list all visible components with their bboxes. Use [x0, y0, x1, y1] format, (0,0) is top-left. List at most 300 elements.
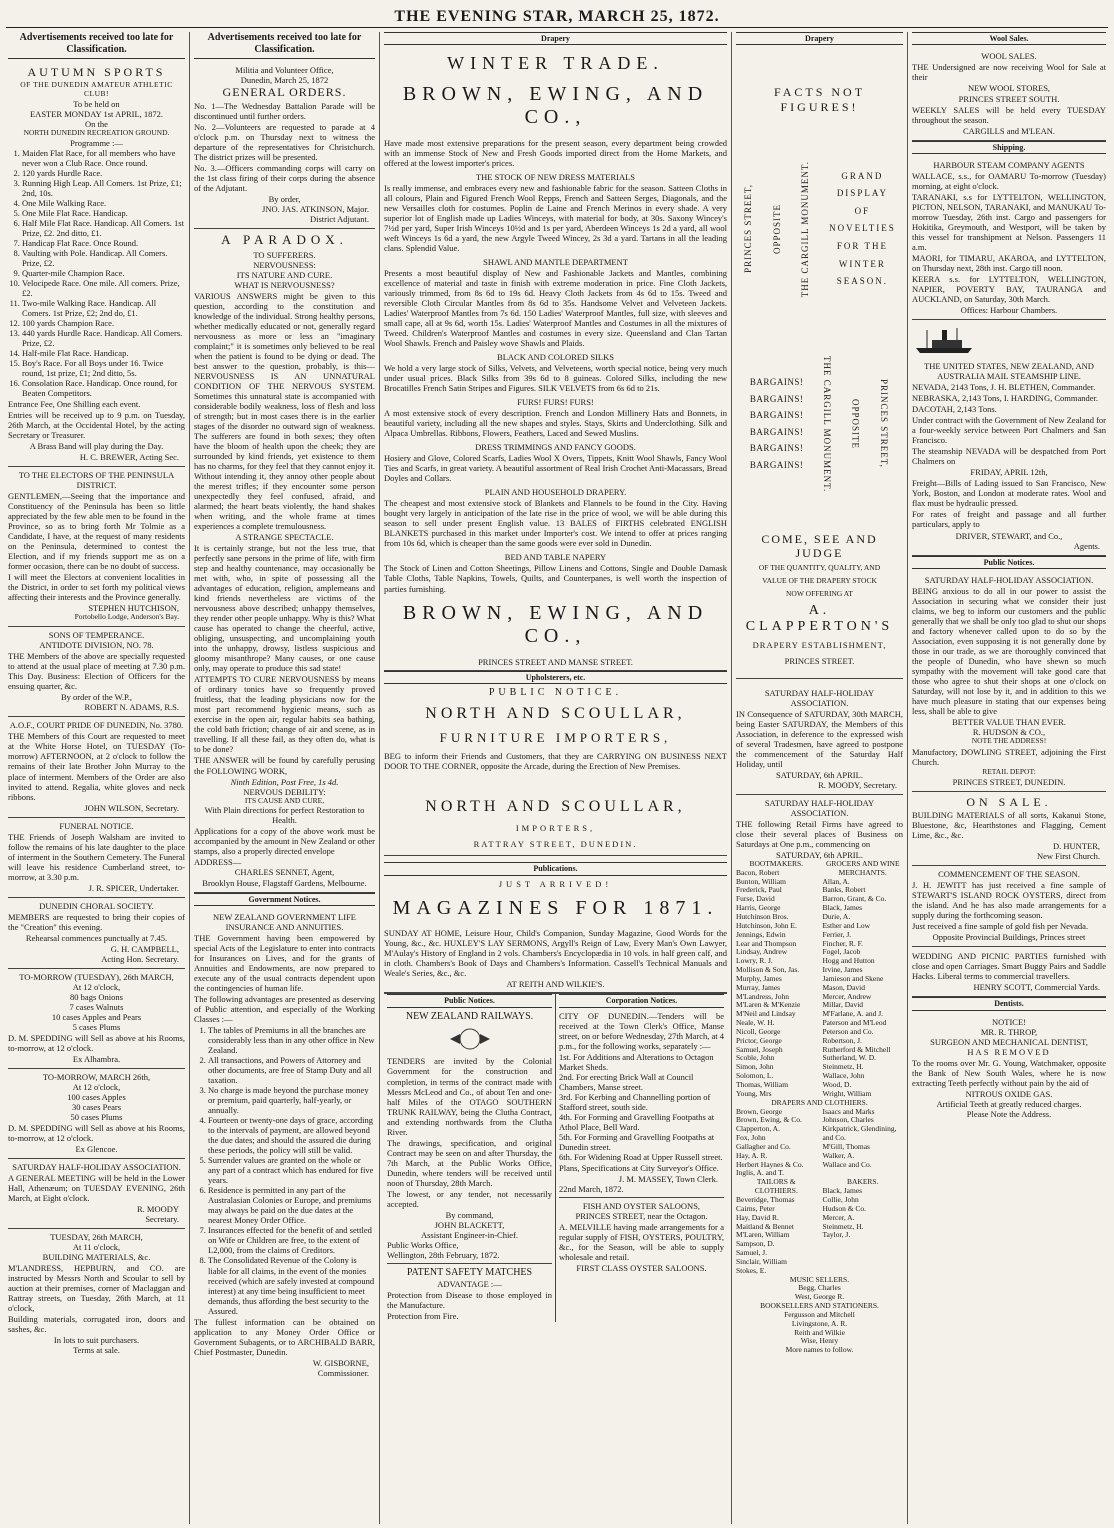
programme-item: 2. 120 yards Hurdle Race. — [22, 168, 185, 178]
ad-address: PRINCES STREET AND MANSE STREET. — [384, 657, 727, 671]
ad-text: At 11 o'clock, — [72, 1242, 121, 1253]
ad-text: Under contract with the Government of New Zealand for a four-weekly service between Port Chalmers and San Francisco. — [912, 415, 1107, 446]
programme-item: 3. Running High Leap. All Comers. 1st Prize, £1; 2nd, 10s. — [22, 178, 185, 198]
bargain-line: BARGAINS! — [749, 376, 804, 387]
ad-text: Freight—Bills of Lading issued to San Francisco, New York, Boston, and London at moderate rates. Wool and flax must be hydraulic pressed. — [912, 478, 1106, 509]
ad-title: SONS OF TEMPERANCE. — [48, 630, 145, 641]
ad-signature: Agents. — [1073, 540, 1100, 551]
firm-name: Solomon, L. — [736, 1071, 774, 1081]
ad-subtitle: SURGEON AND MECHANICAL DENTIST, — [930, 1036, 1088, 1047]
brown-ewing-heading: BROWN, EWING, AND CO., — [402, 601, 709, 648]
tailors-list — [736, 1196, 817, 1276]
ad-signature: Public Works Office, — [387, 1239, 459, 1250]
firm-name: Hutchinson Bros. — [736, 911, 789, 921]
ad-text: No. 3.—Officers commanding corps will carry on the 1st class firing of their corps during the absence of the Adjutant. — [194, 163, 375, 194]
ad-signature: H. C. BREWER, Acting Sec. — [79, 452, 179, 463]
programme-list — [8, 148, 185, 398]
ad-date: EASTER MONDAY 1st APRIL, 1872. — [29, 108, 164, 119]
ad-title: PATENT SAFETY MATCHES — [406, 1266, 533, 1278]
firm-name: Hay, David R. — [736, 1212, 779, 1222]
ad-title: FISH AND OYSTER SALOONS, — [582, 1200, 701, 1211]
programme-item: 15. Boy's Race. For all Boys under 16. Twice round, 1st prize, £1; 2nd ditto, 5s. — [22, 358, 185, 378]
ad-subtitle: NERVOUSNESS: — [253, 259, 316, 270]
firm-name: Brown, Ewing, & Co. — [736, 1115, 802, 1125]
department-text: The Stock of Linen and Cotton Sheetings, Pillow Linens and Cottons, Single and Double Damask Table Cloths, Table Napkins, Towels, Quilts, and Counterpanes, is well worth the inspection of parties furnishing. — [384, 563, 727, 594]
programme-item: 7. Handicap Flat Race. Once Round. — [22, 238, 185, 248]
display-list — [829, 164, 896, 294]
grocers-list — [823, 878, 904, 1099]
north-scoullar-heading: NORTH AND SCOULLAR, — [425, 704, 686, 722]
bakers-list — [823, 1187, 904, 1240]
ad-signature: CARGILLS and M'LEAN. — [963, 125, 1055, 136]
tender-item: 4th. For Forming and Gravelling Footpaths at Athol Place, Bell Ward. — [559, 1111, 715, 1132]
ad-title: SATURDAY HALF-HOLIDAY ASSOCIATION. — [12, 1162, 181, 1173]
firm-name: Brown, George — [736, 1106, 783, 1116]
ad-signature: Assistant Engineer-in-Chief. — [420, 1229, 519, 1240]
vertical-text: THE CARGILL MONUMENT. — [800, 160, 811, 297]
firm-name: Clapperton, A. — [736, 1124, 780, 1134]
firm-name: Barron, Grant, & Co. — [822, 894, 887, 904]
ad-text: Building materials, corrugated iron, doors and sashes, &c. — [8, 1314, 185, 1335]
ad-text: To be held on — [73, 98, 120, 109]
ad-text: Plans, Specifications at City Surveyor's Office. — [559, 1162, 719, 1173]
firm-name: Black, James — [822, 1186, 863, 1196]
ad-text: The fullest information can be obtained on application to any Money Order Office or Government Subagents, or to ARCHIBALD BARR, Chief Postmaster, Dunedin. — [194, 1316, 375, 1357]
wedding-ad — [912, 947, 1106, 997]
firm-name: Rutherford & Mitchell — [822, 1044, 891, 1054]
ad-subtitle: OF THE DUNEDIN AMATEUR ATHLETIC CLUB! — [20, 80, 173, 98]
ad-text: A. MELVILLE having made arrangements for a regular supply of FISH, OYSTERS, POULTRY, &c., for the Season, will be able to supply wholesale and retail. — [559, 1221, 724, 1263]
drapery-blocks — [384, 172, 727, 594]
advantage-item: 4. Fourteen or twenty-one days of grace, according to the intervals of payment, are allowed beyond the due dates; and should the assured die during these periods, the policy will still be valid. — [208, 1115, 375, 1155]
bargain-line: BARGAINS! — [749, 459, 804, 470]
bootmakers-list — [736, 869, 817, 1099]
ad-signature: FIRST CLASS OYSTER SALOONS. — [576, 1263, 707, 1274]
ad-title: DUNEDIN CHORAL SOCIETY. — [39, 900, 154, 911]
spedding-ad-1 — [8, 969, 185, 1069]
bargain-line: BARGAINS! — [749, 443, 804, 454]
firm-name: Ferrier, J. — [822, 929, 852, 939]
advantage-item: 5. Surrender values are granted on the whole or any part of a contract which has endured for five years. — [208, 1155, 375, 1185]
department-heading: PLAIN AND HOUSEHOLD DRAPERY. — [484, 487, 627, 498]
firm-name: West, George R. — [794, 1292, 845, 1302]
corporation-half — [556, 994, 727, 1321]
department-heading: BED AND TABLE NAPERY — [504, 552, 607, 563]
ad-signature: JOHN BLACKETT, — [434, 1219, 505, 1230]
programme-item: 4. One Mile Walking Race. — [22, 198, 185, 208]
columns — [4, 32, 1110, 1524]
bargain-line: BARGAINS! — [749, 393, 804, 404]
ad-text: At 12 o'clock, — [72, 981, 121, 992]
column-5 — [908, 32, 1110, 1524]
firm-name: Jamieson and Skene — [822, 973, 884, 983]
advantage-item: 8. The Consolidated Revenue of the Colony is liable for all claims, in the event of the monies received (which are safely invested at compound interest) at any time being insufficient to meet demands, thus affording the best security to the Assured. — [208, 1255, 375, 1315]
vertical-text: PRINCES STREET, — [743, 184, 754, 274]
display-line: NOVELTIES — [829, 223, 896, 234]
tender-item: 6th. For Widening Road at Upper Russell street. — [559, 1151, 723, 1162]
firm-lists — [736, 860, 903, 1099]
display-line: DISPLAY — [836, 188, 888, 199]
ad-address: Opposite Provincial Buildings, Princes street — [932, 932, 1086, 943]
ad-subtitle: VALUE OF THE DRAPERY STOCK — [762, 575, 877, 585]
department-heading: SHAWL AND MANTLE DEPARTMENT — [483, 257, 628, 268]
ad-signature: District Adjutant. — [309, 214, 369, 225]
ad-text: NORTH DUNEDIN RECREATION GROUND. — [23, 127, 170, 137]
department-text: We hold a very large stock of Silks, Velvets, and Velveteens, worth special notice, being very much under usual prices. Black Silks from 39s 6d to 8 guineas. Colored Silks, including the new Brocatilles French Satin Stripes and Figures. SILK VELVETS from 6s 6d to 21s. — [384, 363, 727, 394]
building-ad — [8, 1229, 185, 1359]
firm-name: Paterson and M'Leod — [822, 1018, 887, 1028]
firm-name: Reith and Wilkie — [794, 1327, 845, 1337]
bargains-block — [736, 324, 903, 524]
ad-text: TENDERS are invited by the Colonial Government for the construction and completion, in terms of the contract made with Messrs McLeod and Co., of about Ten and one-half Miles of the OTAGO SOUTHERN TRUNK RAILWAY, being the Clutha Contract, and extending northwards from the Clutha River. — [387, 1056, 552, 1137]
display-line: OF — [854, 205, 871, 216]
vertical-text: THE CARGILL MONUMENT. — [821, 355, 832, 492]
ad-text: RETAIL DEPOT: — [982, 767, 1036, 777]
advantage-item: 2. All transactions, and Powers of Attorney and other documents, are free of Stamp Duty and all taxation. — [208, 1055, 375, 1085]
ad-text: M'LANDRESS, HEPBURN, and CO. are instructed by Messrs North and Scoular to sell by auction at their premises, corner of Maclaggan and Rattray streets, on Tuesday, 26th March, at 11 o'clock, — [8, 1263, 185, 1314]
firm-name: Jennings, Edwin — [736, 929, 786, 939]
ad-text: MAORI, for TIMARU, AKAROA, and LYTTELTON, on Thursday next, 28th inst. Cargo till noon. — [912, 253, 1106, 274]
section-header: Government Notices. — [194, 893, 375, 906]
ad-text: D. M. SPEDDING will Sell as above at his Rooms, to-morrow, at 12 o'clock. — [8, 1122, 185, 1143]
lot-item: 100 cases Apples — [67, 1091, 126, 1102]
firm-name: Millar, David — [822, 1000, 864, 1010]
item-list — [8, 1092, 185, 1122]
ad-subtitle: DRAPERY ESTABLISHMENT, — [752, 639, 887, 650]
ad-signature: R. MOODY, Secretary. — [818, 779, 897, 790]
ad-text: It is certainly strange, but not the less true, that perfectly sane persons in the prime of life, with firm step and healthy countenance, may occasionally be met with, who, in spite of possessing all the advantages of education, religion, amplemeans and kind friends nevertheless are victims of the nervousness above described; unhappy themselves, they render other people unhappy. Why is this? What cause has operated to change the cheerful, active, obliging, unsuspecting, and uncomplaining youth into the unhappy, drowsy, listless suspicious and gloomy misanthrope? Many causes, or one cause only, may operate to produce this sad state! — [194, 543, 375, 674]
ad-title: WOOL SALES. — [981, 51, 1037, 62]
ad-subtitle: HAS REMOVED — [967, 1046, 1051, 1057]
tender-item: 2nd. For erecting Brick Wall at Council Chambers, Manse street. — [559, 1071, 694, 1092]
ad-title: A PARADOX. — [221, 232, 348, 248]
ad-text: NEBRASKA, 2,143 Tons, I. HARDING, Commander. — [912, 393, 1099, 404]
ad-signature: Portobello Lodge, Anderson's Bay. — [74, 612, 179, 622]
ad-signature: W. GISBORNE, — [312, 1357, 369, 1368]
ad-text: THE Members of the above are specially requested to attend at the usual place of meeting at 7.30 p.m. This Day. Business: Election of Officers for the ensuing quarter, &c. — [8, 651, 185, 692]
firm-name: Walker, A. — [822, 1150, 855, 1160]
ad-subtitle: TO SUFFERERS. — [253, 249, 316, 260]
drapers-list — [736, 1108, 817, 1179]
firm-name: Wallace, John — [822, 1071, 865, 1081]
firm-name: Stokes, E. — [736, 1265, 767, 1275]
advantage-item: 1. The tables of Premiums in all the branches are considerably less than in any other office in New Zealand. — [208, 1025, 375, 1055]
ad-text: No. 2—Volunteers are requested to parade at 4 o'clock p.m. on Thursday next to witness the departure of the representatives for Christchurch. The district prizes will be presented. — [194, 122, 375, 163]
section-header: Upholsterers, etc. — [384, 671, 727, 684]
firm-name: Sutherland, W. D. — [822, 1053, 877, 1063]
ad-title: HARBOUR STEAM COMPANY AGENTS — [933, 160, 1085, 170]
section-header: Drapery — [384, 32, 727, 45]
section-header: Dentists. — [912, 997, 1106, 1010]
ad-subtitle: FURNITURE IMPORTERS, — [439, 729, 672, 745]
ad-text: The following advantages are presented as deserving of Public attention, and especially of the Working Classes :— — [194, 994, 375, 1025]
column-1 — [4, 32, 190, 1524]
ad-title: ON SALE. — [966, 794, 1052, 809]
ad-text: By command, — [445, 1209, 494, 1220]
ad-title: GENERAL ORDERS. — [222, 85, 347, 100]
half-holiday-notice — [736, 685, 903, 795]
department-heading: FURS! FURS! FURS! — [517, 397, 594, 408]
spedding-ad-2 — [8, 1069, 185, 1159]
firm-name: Samuel, J. — [736, 1248, 768, 1258]
magazines-heading: MAGAZINES FOR 1871. — [392, 896, 719, 919]
ad-title: NEW ZEALAND GOVERNMENT LIFE INSURANCE AND ANNUITIES. — [213, 911, 356, 932]
ad-title: TUESDAY, 26th MARCH, — [50, 1232, 143, 1243]
firm-name: Harris, George — [736, 903, 781, 913]
firm-name: Prictor, George — [736, 1035, 782, 1045]
firm-name: Collie, John — [822, 1194, 859, 1204]
ad-text: Protection from Fire. — [387, 1310, 459, 1321]
firm-lists — [736, 1178, 903, 1275]
firm-name: Gallagher and Co. — [736, 1141, 791, 1151]
firm-name: Sampson, D. — [736, 1239, 775, 1249]
ad-title: NOTICE! — [992, 1016, 1026, 1027]
ad-text: J. H. JEWITT has just received a fine sample of STEWART'S ISLAND ROCK OYSTERS, direct from the island. And he has also made arrangements for a supply during the forthcoming season. — [912, 880, 1106, 921]
ad-text: ATTEMPTS TO CURE NERVOUSNESS by means of ordinary tonics have so frequently proved fruitless, that the leading physicians now for the most part recommend hygienic means, such as exercise in the open air, regular habits sea bathing, the cold bath friction; change of air and scene, as in travelling. If all these fail, as they often do, what is to be done? — [194, 674, 375, 755]
advantage-item: 3. No charge is made beyond the purchase money or premium, paid quarterly, half-yearly, or annually. — [208, 1085, 375, 1115]
ad-text: Protection from Disease to those employed in the Manufacture. — [387, 1289, 552, 1310]
firm-name: Wallace and Co. — [822, 1159, 872, 1169]
ad-subtitle: NERVOUS DEBILITY: — [243, 786, 326, 797]
section-header: Public Notices. — [387, 994, 552, 1007]
ad-address: PRINCES STREET SOUTH. — [958, 93, 1060, 104]
ad-text: To the rooms over Mr. G. Young, Watchmaker, opposite the Bank of New South Wales, where he is now extracting Teeth perfectly without pain by the aid of — [912, 1057, 1106, 1088]
list-right — [823, 1178, 904, 1275]
firm-name: M'Gill, Thomas — [822, 1141, 870, 1151]
ad-text: D. M. SPEDDING will Sell as above at his Rooms, to-morrow, at 12 o'clock. — [8, 1032, 185, 1053]
ad-text: KEERA s.s. for LYTTELTON, WELLINGTON, NAPIER, POVERTY BAY, TAURANGA and AUCKLAND, on Saturday, 30th March. — [912, 274, 1106, 305]
ad-text: Just received a fine sample of gold fish per Nevada. — [912, 921, 1089, 932]
firm-name: Simon, John — [736, 1062, 774, 1072]
vertical-text: OPPOSITE — [771, 203, 782, 254]
oyster-ad — [912, 866, 1106, 947]
department-text: A most extensive stock of every description. French and London Millinery Hats and Bonnets, in beautiful variety, including all the new shapes and styles. Stays, Skirts and Underclothing. Silk and Alpaca Umbrellas. Ribbons, Flowers, Feathers, Laced and Sewed Muslins. — [384, 408, 727, 439]
firm-name: Durie, A. — [822, 911, 851, 921]
programme-item: 12. 100 yards Champion Race. — [22, 318, 185, 328]
list-heading: BAKERS. — [847, 1177, 879, 1187]
ad-date: FRIDAY, APRIL 12th, — [970, 467, 1048, 478]
ad-title: PUBLIC NOTICE. — [488, 687, 623, 699]
department-heading: DRESS TRIMMINGS AND FANCY GOODS. — [475, 442, 636, 453]
ad-text: The steamship NEVADA will be despatched from Port Chalmers on — [912, 446, 1106, 467]
halfholiday-ad — [8, 1159, 185, 1229]
ad-subtitle: ADVANTAGE :— — [437, 1278, 502, 1289]
column-header: Advertisements received too late for Classification. — [194, 32, 375, 59]
tender-list — [559, 1052, 724, 1162]
firm-name: Bacon, Robert — [736, 867, 780, 877]
firm-name: M'Landress, John — [736, 991, 790, 1001]
column-header: Advertisements received too late for Classification. — [8, 32, 185, 59]
firm-name: Steinmetz, H. — [822, 1221, 864, 1231]
display-line: SEASON. — [836, 276, 889, 287]
column-4 — [732, 32, 908, 1524]
programme-item: 6. Half Mile Flat Race. Handicap. All Comers. 1st Prize, £2. 2nd ditto, £1. — [22, 218, 185, 238]
display-line: GRAND — [841, 170, 884, 181]
ad-date: 22nd March, 1872. — [559, 1183, 624, 1194]
hudson-ad — [912, 572, 1106, 792]
drapers-list — [823, 1108, 904, 1179]
firm-name: Banks, Robert — [822, 885, 866, 895]
firm-name: Peterson and Co. — [822, 1026, 874, 1036]
ad-text: TARANAKI, s.s for LYTTELTON, WELLINGTON, PICTON, NELSON, TARANAKI, and MANUKAU To-morrow Tuesday, 26th inst. Cargo and passengers for Hokitika, Greymouth, and Westport, will be taken by this vessel for transhipment at Nelson. Passengers 11 a.m. — [912, 192, 1106, 253]
ad-text: By order, — [268, 194, 301, 205]
ad-subtitle: ITS NATURE AND CURE. — [236, 269, 333, 280]
fish-ad — [559, 1197, 724, 1273]
ad-text: MEMBERS are requested to bring their copies of the "Creation" this evening. — [8, 911, 185, 932]
firm-name: Johnson, Charles — [822, 1115, 874, 1125]
ad-text: A GENERAL MEETING will be held in the Lower Hall, Athenæum; on TUESDAY EVENING, 26th March, at Eight o'clock. — [8, 1173, 185, 1204]
firm-name: Nicoll, George — [736, 1026, 781, 1036]
ad-text: VARIOUS ANSWERS might be given to this question, according to the constitution and knowledge of the individual. Strong healthy persons, whether medically educated or not, generally regard nervousness as more or less an "imaginary complaint;" it is sometimes only believed to be real when the patient is found to be dying or dead. The best answer to the question, probably, is this—NERVOUSNESS IS AN UNNATURAL CONDITION OF THE NERVOUS SYSTEM. Sometimes this unnatural state is accompanied with considerable bodily weakness, loss of flesh and loss of strength; but in most cases there is in the earlier stages of the disorder no outward sign of weakness. The sufferers are found in both sexes; they often have the bloom of health upon the cheek; they are surrounded by kind friends, yet existence to them has no charms, for they feel that they cannot enjoy it. Without intending it, they annoy other people about the merest trifles; if they encounter some person unexpectedly they feel confused, afraid, and alarmed; the heart beats violently, the hand shakes when writing, and the whole frame at times experiences a complete tremulousness. — [194, 290, 375, 532]
firm-name: Wise, Henry — [800, 1336, 839, 1346]
firm-name: Hay, A. R. — [736, 1150, 768, 1160]
ad-signature: Brooklyn House, Flagstaff Gardens, Melbourne. — [202, 877, 367, 888]
steamship-icon — [912, 326, 1102, 356]
ad-text: More names to follow. — [785, 1345, 854, 1355]
programme-item: 16. Consolation Race. Handicap. Once round, for Beaten Competitors. — [22, 378, 185, 398]
ad-subtitle: ANTIDOTE DIVISION, NO. 78. — [39, 640, 154, 651]
ad-title: FUNERAL NOTICE. — [59, 820, 134, 831]
paradox-ad — [194, 229, 375, 892]
mail-line-ad — [912, 320, 1106, 555]
firm-name: Lowry, R. J. — [736, 956, 773, 966]
programme-item: 1. Maiden Flat Race, for all members who have never won a Club Race. Once round. — [22, 148, 185, 168]
firm-name: Steinmetz, H. — [822, 1062, 864, 1072]
list-heading: BOOTMAKERS. — [749, 858, 804, 868]
list-heading: MUSIC SELLERS. — [789, 1274, 850, 1284]
patent-ad — [387, 1263, 552, 1321]
firm-name: Scoble, John — [736, 1053, 775, 1063]
list-heading: BOOKSELLERS AND STATIONERS. — [760, 1301, 879, 1311]
lot-item: 80 bags Onions — [70, 991, 123, 1002]
firm-name: M'Neil and Lindsay — [736, 1009, 796, 1019]
ad-text: THE Undersigned are now receiving Wool for Sale at their — [912, 62, 1106, 83]
ad-title: TO THE ELECTORS OF THE PENINSULA DISTRICT. — [18, 470, 175, 491]
programme-item: 8. Vaulting with Pole. Handicap. All Comers. Prize, £2. — [22, 248, 185, 268]
ad-signature: Wellington, 28th February, 1872. — [387, 1249, 500, 1260]
ad-text: THE Government having been empowered by special Acts of the Legislature to enter into contracts for Insurances on Lives, and for the grants of Annuities and Endowments, are now prepared to execute any of the usual contracts dependent upon the contingencies of human life. — [194, 932, 375, 994]
section-header: Publications. — [384, 862, 727, 875]
ad-text: A Brass Band will play during the Day. — [29, 441, 164, 452]
list-left — [736, 1178, 817, 1275]
ad-text: Manufactory, DOWLING STREET, adjoining the First Church. — [912, 747, 1106, 768]
firm-name: Lindsay, Andrew — [736, 947, 788, 957]
ad-signature: STEPHEN HUTCHISON, — [88, 603, 179, 614]
firm-name: Fogel, Jacob — [822, 947, 861, 957]
ad-text: Artificial Teeth at greatly reduced charges. — [936, 1098, 1082, 1109]
winter-trade-heading: WINTER TRADE. — [447, 53, 664, 74]
programme-item: 10. Velocipede Race. One mile. All comers. Prize, £2. — [22, 278, 185, 298]
section-header: Public Notices. — [912, 556, 1106, 569]
ad-address: PRINCES STREET, near the Octagon. — [575, 1210, 708, 1221]
firm-name: Herbert Haynes & Co. — [736, 1159, 804, 1169]
aof-ad — [8, 717, 185, 817]
ad-subtitle: NOW OFFERING AT — [786, 588, 853, 598]
display-line: FOR THE — [836, 241, 888, 252]
dentist-ad — [912, 1014, 1106, 1123]
firm-name: Hudson & Co. — [822, 1203, 867, 1213]
ad-text: The drawings, specification, and original Contract may be seen on and after Thursday, the 7th March, at the Public Works Office, Dunedin, where tenders will be received until noon of Thursday, 28th March. — [387, 1137, 552, 1188]
ad-text: I will meet the Electors at convenient localities in the District, in order to set forth my political views affecting their interests and the Province generally. — [8, 572, 185, 603]
firm-name: Neale, W. H. — [736, 1018, 775, 1028]
choral-ad — [8, 898, 185, 969]
firm-name: Wright, William — [822, 1088, 872, 1098]
firm-name: Hogg and Hutton — [822, 956, 875, 966]
electors-ad — [8, 467, 185, 627]
firm-name: M'Farlane, A. and J. — [822, 1009, 884, 1019]
bargain-line: BARGAINS! — [749, 410, 804, 421]
tender-item: 5th. For Forming and Gravelling Footpaths at Dunedin street. — [559, 1131, 715, 1152]
firm-name: Bunton, William — [736, 876, 786, 886]
ad-text: THE Friends of Joseph Walsham are invited to follow the remains of his late daughter to the place of interment in the Southern Cemetery. The Funeral will leave his residence Cumberland street, to-morrow, at 3.30 p.m. — [8, 831, 185, 882]
programme-item: 5. One Mile Flat Race. Handicap. — [22, 208, 185, 218]
bargains-list — [750, 371, 804, 477]
section-header: Shipping. — [912, 141, 1106, 154]
facts-heading: FACTS NOT FIGURES! — [773, 85, 866, 114]
firm-name: Lear and Thompson — [736, 938, 797, 948]
firm-name: Mason, David — [822, 982, 865, 992]
ad-text: NEVADA, 2143 Tons, J. H. BLETHEN, Commander. — [912, 382, 1096, 393]
programme-item: 13. 440 yards Hurdle Race. Handicap. All Comers. Prize, £2. — [22, 328, 185, 348]
firm-name: Murray, James — [736, 982, 781, 992]
ad-signature: AT REITH AND WILKIE'S. — [384, 979, 727, 993]
ad-signature: J. R. SPICER, Undertaker. — [88, 882, 179, 893]
harbour-ad — [912, 157, 1106, 320]
ad-signature: JNO. JAS. ATKINSON, Major. — [262, 204, 369, 215]
masthead: THE EVENING STAR, MARCH 25, 1872. — [6, 8, 1108, 28]
firm-name: Samuel, Joseph — [736, 1044, 783, 1054]
ad-title: SATURDAY HALF-HOLIDAY ASSOCIATION. — [924, 574, 1094, 585]
half-holiday-firms — [736, 795, 903, 1359]
firm-name: Isaacs and Marks — [822, 1106, 875, 1116]
lot-item: 30 cases Pears — [71, 1101, 122, 1112]
firm-name: M'Laren, William — [736, 1230, 790, 1240]
firm-name: Frederick, Paul — [736, 885, 782, 895]
firm-name: Furse, David — [736, 894, 775, 904]
firm-name: Sinclair, William — [736, 1256, 787, 1266]
ad-text: THE ANSWER will be found by carefully perusing the FOLLOWING WORK, — [194, 755, 375, 776]
ad-text: Applications for a copy of the above work must be accompanied by the amount in New Zealand or other stamps, also a properly directed envelope — [194, 826, 375, 857]
ad-title: AUTUMN SPORTS — [27, 65, 166, 79]
list-heading: TAILORS & CLOTHIERS. — [754, 1177, 798, 1196]
display-line: WINTER — [838, 258, 886, 269]
ad-text: In lots to suit purchasers. — [53, 1335, 140, 1346]
ad-subtitle: WHAT IS NERVOUSNESS? — [234, 279, 335, 290]
ad-signature: HENRY SCOTT, Commercial Yards. — [973, 982, 1100, 993]
insurance-ad — [194, 909, 375, 1382]
ad-text: SUNDAY AT HOME, Leisure Hour, Child's Companion, Sunday Magazine, Good Words for the Young, &c., &c. HUXLEY'S LAY SERMONS, Argyll's Reign of Law, Every Man's Own Lawyer, M'Aulay's History of England in 2 vols. Chambers's Encyclopædia in 10 vols. in half green calf, and in cloth. Chambers's Book of Days and Chambers's Information. Cassell's Technical Manuals and Weale's Series, &c., &c. — [384, 928, 727, 979]
firm-name: Wood, D. — [822, 1080, 852, 1089]
ad-text: ADDRESS— — [194, 857, 242, 868]
ad-title: JUST ARRIVED! — [498, 878, 613, 889]
advantage-item: 6. Residence is permitted in any part of the Australasian Colonies or Europe, and premiums may always be paid on the due dates at the nearest Money Order Office. — [208, 1185, 375, 1225]
ad-subtitle: IMPORTERS, — [515, 823, 596, 834]
ad-text: GENTLEMEN,—Seeing that the importance and Constituency of the Peninsula has been so little appreciated by the few able men to be found in the Province, so as to bring forth Mr Tolmie as a Candidate, I have, at the request of many residents on the Peninsula, determined to contest the Election, and if my friends support me as on a former occasion, there can be no doubt of success. — [8, 491, 185, 572]
ad-title: SATURDAY HALF-HOLIDAY ASSOCIATION. — [764, 687, 875, 708]
ad-title: SATURDAY HALF-HOLIDAY ASSOCIATION. — [764, 797, 875, 818]
vertical-text: OPPOSITE — [850, 398, 861, 449]
programme-item: 11. Two-mile Walking Race. Handicap. All Comers. 1st Prize, £2; 2nd do, £1. — [22, 298, 185, 318]
sports-ad — [8, 62, 185, 467]
ad-text: Ninth Edition, Post Free, 1s 4d. — [230, 776, 339, 787]
ad-signature: R. HUDSON & CO., — [972, 727, 1046, 738]
ad-address: PRINCES STREET, DUNEDIN. — [952, 776, 1066, 787]
ad-text: DACOTAH, 2,143 Tons. — [912, 404, 997, 415]
ad-text: On the — [85, 118, 108, 129]
firm-name: Murphy, James — [736, 973, 782, 983]
ad-text: Rehearsal commences punctually at 7.45. — [25, 932, 168, 943]
ad-text: BEG to inform their Friends and Customers, that they are CARRYING ON BUSINESS NEXT DOOR TO THE CORNER, opposite the Arcade, during the Erection of New Premises. — [384, 751, 727, 772]
